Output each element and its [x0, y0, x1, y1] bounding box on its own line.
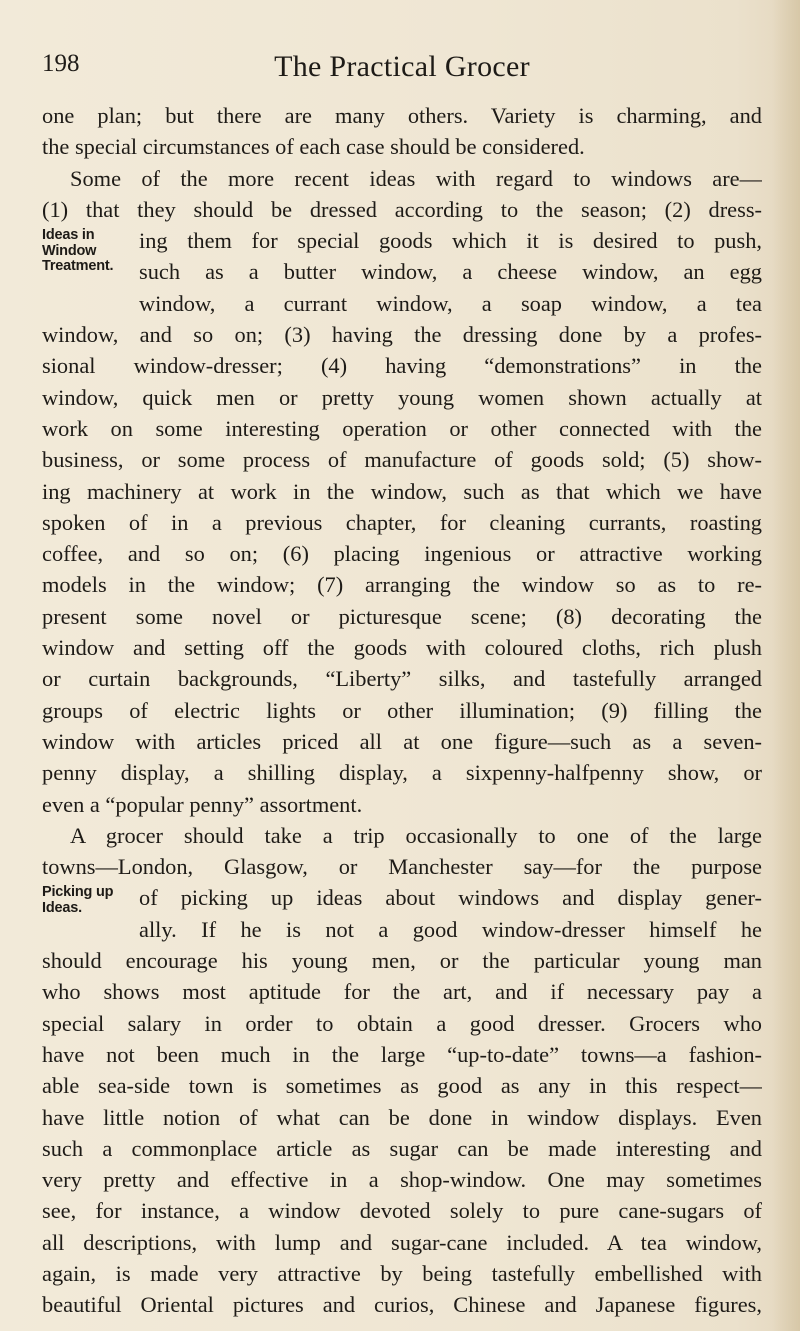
- text-line: able sea-side town is sometimes as good as any in this respect—: [42, 1073, 762, 1099]
- text-line: who shows most aptitude for the art, and if necessary pay a: [42, 979, 762, 1005]
- margin-note-line: Picking up: [42, 884, 114, 900]
- text-line: Some of the more recent ideas with regard to windows are—: [70, 165, 762, 191]
- text-line: have little notion of what can be done in window displays. Even: [42, 1104, 762, 1130]
- text-line: beautiful Oriental pictures and curios, Chinese and Japanese figures,: [42, 1292, 762, 1318]
- text-line: even a “popular penny” assortment.: [42, 791, 363, 817]
- text-line: all descriptions, with lump and sugar-cane included. A tea window,: [42, 1229, 762, 1255]
- text-line: spoken of in a previous chapter, for cleaning currants, roasting: [42, 509, 762, 535]
- text-line: penny display, a shilling display, a sixpenny-halfpenny show, or: [42, 760, 762, 786]
- page-header: [42, 50, 762, 90]
- text-line: present some novel or picturesque scene; (8) decorating the: [42, 603, 762, 629]
- text-line: window, a currant window, a soap window, a tea: [139, 290, 762, 316]
- text-line: window and setting off the goods with coloured cloths, rich plush: [42, 635, 762, 661]
- text-line: or curtain backgrounds, “Liberty” silks, and tastefully arranged: [42, 666, 762, 692]
- running-title: The Practical Grocer: [274, 50, 530, 83]
- margin-note-line: Window: [42, 242, 97, 259]
- text-line: (1) that they should be dressed according to the season; (2) dress-: [42, 196, 762, 222]
- page-edge-shadow: [772, 0, 800, 1331]
- text-line: again, is made very attractive by being tastefully embellished with: [42, 1260, 762, 1286]
- text-line: coffee, and so on; (6) placing ingenious or attractive working: [42, 541, 762, 567]
- margin-note-line: Treatment.: [42, 258, 114, 274]
- text-line: towns—London, Glasgow, or Manchester say—for the purpose: [42, 854, 762, 880]
- page-number: 198: [42, 50, 80, 77]
- margin-note-picking-up-ideas: [42, 885, 134, 916]
- body-text: [42, 100, 762, 1321]
- margin-note-window-treatment: [42, 228, 134, 275]
- text-line: work on some interesting operation or other connected with the: [42, 415, 762, 441]
- text-line: business, or some process of manufacture of goods sold; (5) show-: [42, 447, 762, 473]
- margin-note-line: Ideas.: [42, 899, 82, 916]
- text-line: should encourage his young men, or the particular young man: [42, 948, 762, 974]
- text-line: models in the window; (7) arranging the window so as to re-: [42, 572, 762, 598]
- text-line: window, quick men or pretty young women shown actually at: [42, 384, 762, 410]
- text-line: special salary in order to obtain a good dresser. Grocers who: [42, 1010, 762, 1036]
- margin-note-line: Ideas in: [42, 227, 95, 243]
- text-line: ing them for special goods which it is desired to push,: [139, 228, 762, 254]
- text-line: have not been much in the large “up-to-date” towns—a fashion-: [42, 1041, 762, 1067]
- text-line: A grocer should take a trip occasionally to one of the large: [70, 822, 762, 848]
- text-line: sional window-dresser; (4) having “demonstrations” in the: [42, 353, 762, 379]
- text-line: such as a butter window, a cheese window, an egg: [139, 259, 762, 285]
- text-line: ing machinery at work in the window, such as that which we have: [42, 478, 762, 504]
- text-line: see, for instance, a window devoted solely to pure cane-sugars of: [42, 1198, 762, 1224]
- text-line: one plan; but there are many others. Variety is charming, and: [42, 103, 762, 128]
- text-line: window with articles priced all at one figure—such as a seven-: [42, 728, 762, 754]
- text-line: very pretty and effective in a shop-window. One may sometimes: [42, 1167, 762, 1193]
- text-line: such a commonplace article as sugar can be made interesting and: [42, 1135, 762, 1161]
- text-line: window, and so on; (3) having the dressing done by a profes-: [42, 322, 762, 348]
- text-line: the special circumstances of each case should be considered.: [42, 134, 585, 160]
- text-line: of picking up ideas about windows and display gener-: [139, 885, 762, 911]
- text-line: ally. If he is not a good window-dresser himself he: [139, 916, 762, 942]
- text-line: groups of electric lights or other illumination; (9) filling the: [42, 697, 762, 723]
